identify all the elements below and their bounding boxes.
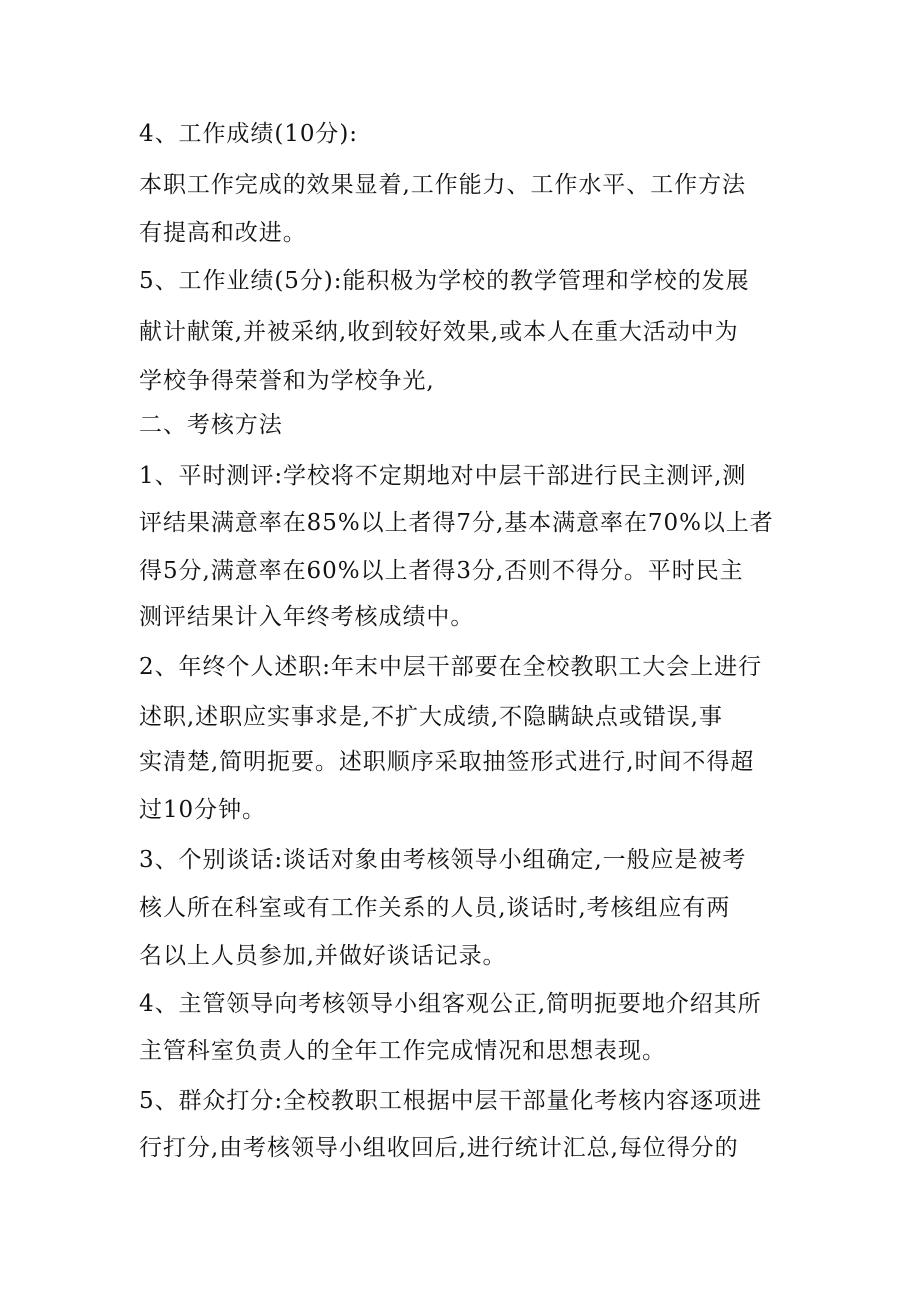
text-line: 实清楚,简明扼要。述职顺序采取抽签形式进行,时间不得超 bbox=[139, 749, 755, 775]
text-line: 2、年终个人述职:年末中层干部要在全校教职工大会上进行 bbox=[139, 654, 763, 680]
text-line: 名以上人员参加,并做好谈话记录。 bbox=[139, 943, 507, 969]
text-line: 本职工作完成的效果显着,工作能力、工作水平、工作方法 bbox=[139, 172, 747, 198]
text-line: 1、平时测评:学校将不定期地对中层干部进行民主测评,测 bbox=[139, 463, 747, 489]
text-line: 4、主管领导向考核领导小组客观公正,简明扼要地介绍其所 bbox=[139, 991, 762, 1017]
text-line: 学校争得荣誉和为学校争光, bbox=[139, 368, 435, 394]
text-line: 述职,述职应实事求是,不扩大成绩,不隐瞒缺点或错误,事 bbox=[139, 704, 723, 730]
text-line: 测评结果计入年终考核成绩中。 bbox=[139, 604, 475, 630]
text-line: 评结果满意率在85%以上者得7分,基本满意率在70%以上者 bbox=[139, 510, 774, 536]
text-line: 核人所在科室或有工作关系的人员,谈话时,考核组应有两 bbox=[139, 895, 731, 921]
text-line: 有提高和改进。 bbox=[139, 220, 307, 246]
text-line: 5、工作业绩(5分):能积极为学校的教学管理和学校的发展 bbox=[139, 268, 750, 294]
text-line: 3、个别谈话:谈话对象由考核领导小组确定,一般应是被考 bbox=[139, 847, 747, 873]
text-line: 得5分,满意率在60%以上者得3分,否则不得分。平时民主 bbox=[139, 558, 744, 584]
text-line: 献计献策,并被采纳,收到较好效果,或本人在重大活动中为 bbox=[139, 319, 739, 345]
text-line: 4、工作成绩(10分): bbox=[139, 121, 358, 147]
text-line: 5、群众打分:全校教职工根据中层干部量化考核内容逐项进 bbox=[139, 1088, 763, 1114]
section-heading: 二、考核方法 bbox=[139, 412, 283, 438]
text-line: 主管科室负责人的全年工作完成情况和思想表现。 bbox=[139, 1038, 666, 1064]
text-line: 过10分钟。 bbox=[139, 797, 266, 823]
text-line: 行打分,由考核领导小组收回后,进行统计汇总,每位得分的 bbox=[139, 1135, 739, 1161]
